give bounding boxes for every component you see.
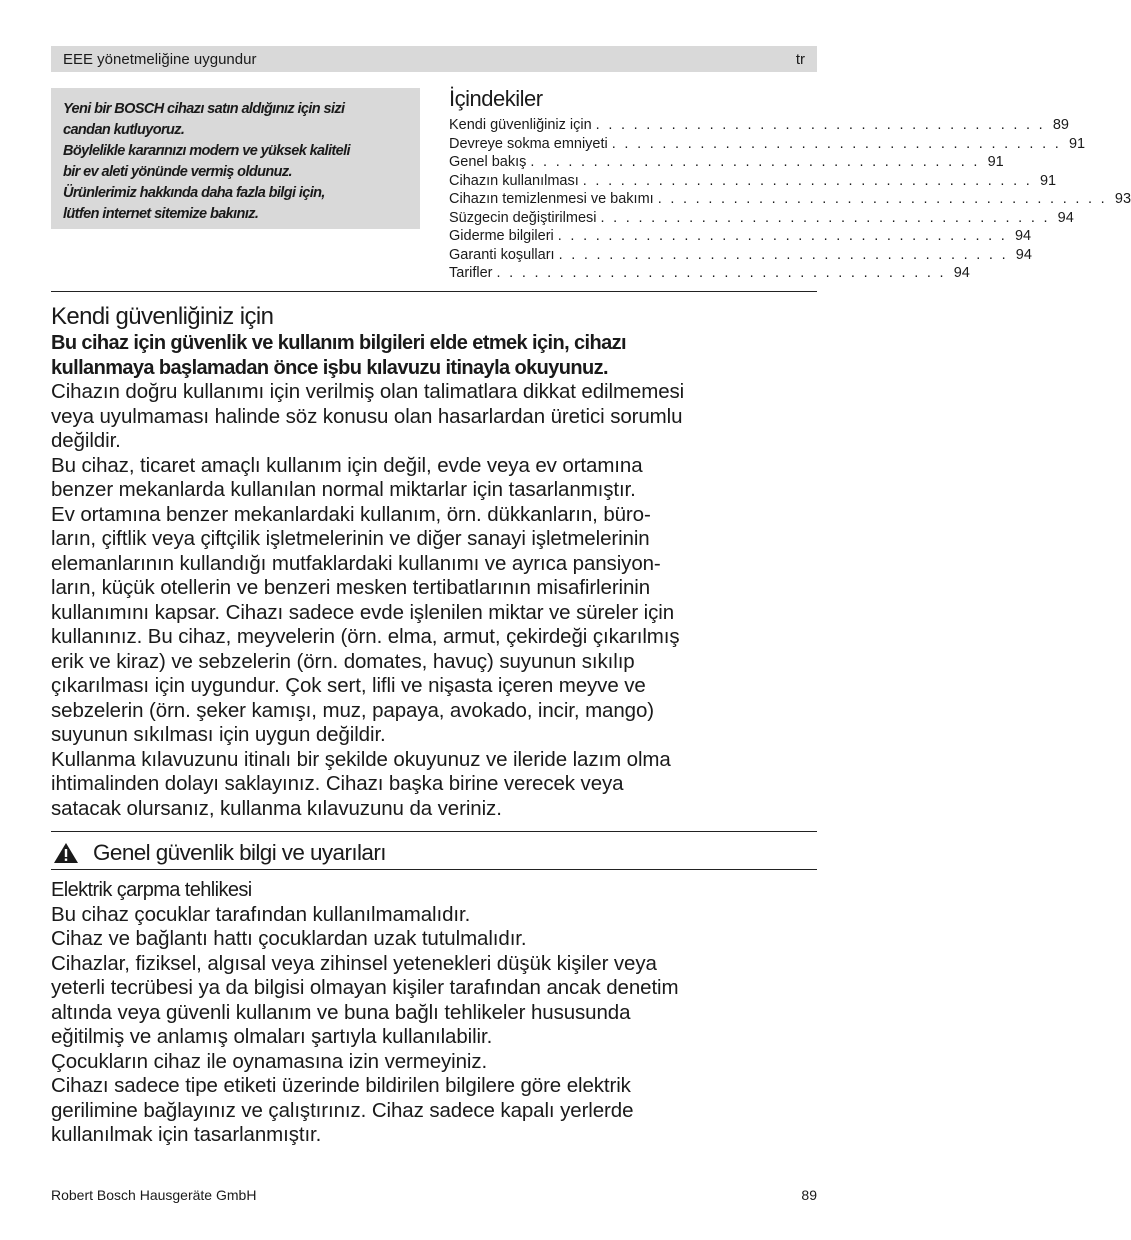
toc-leader-dots: . . . . . . . . . . . . . . . . . . . . . . . . . . . . . . . . . . . . <box>496 265 946 281</box>
toc-entry[interactable] <box>449 135 1086 154</box>
lead-line: Bu cihaz için güvenlik ve kullanım bilgileri elde etmek için, cihazı <box>51 332 626 354</box>
toc-entry-page: 94 <box>953 265 970 281</box>
body-line: Çocukların cihaz ile oynamasına izin vermeyiniz. <box>51 1049 488 1073</box>
toc-entry[interactable] <box>449 209 1074 228</box>
toc-entry[interactable] <box>449 227 1032 246</box>
section-divider <box>51 869 817 870</box>
body-line: değildir. <box>51 429 121 452</box>
body-line: veya uyulmaması halinde söz konusu olan hasarlardan üretici sorumlu <box>51 404 683 428</box>
body-line: yeterli tecrübesi ya da bilgisi olmayan kişiler tarafından ancak denetim <box>51 976 679 999</box>
body-line: çıkarılması için uygundur. Çok sert, lifli ve nişasta içeren meyve ve <box>51 674 646 697</box>
intro-box <box>51 88 420 229</box>
body-line: kullanılmak için tasarlanmıştır. <box>51 1123 322 1146</box>
intro-line: lütfen internet sitemize bakınız. <box>63 206 259 222</box>
toc-leader-dots: . . . . . . . . . . . . . . . . . . . . . . . . . . . . . . . . . . . . <box>582 172 1033 189</box>
subsection-title: Elektrik çarpma tehlikesi <box>51 879 252 901</box>
toc-entry[interactable] <box>449 153 1004 172</box>
toc-entry[interactable] <box>449 246 1032 265</box>
body-line: eğitilmiş ve anlamış olmaları şartıyla kullanılabilir. <box>51 1025 493 1048</box>
intro-line: Yeni bir BOSCH cihazı satın aldığınız için sizi <box>63 101 345 117</box>
section-divider <box>51 291 817 292</box>
header-title: EEE yönetmeliğine uygundur <box>63 50 257 68</box>
toc-leader-dots: . . . . . . . . . . . . . . . . . . . . . . . . . . . . . . . . . . . . <box>600 209 1050 226</box>
section-divider <box>51 831 817 832</box>
lead-paragraph <box>51 331 821 380</box>
toc-entry-page: 94 <box>1057 209 1074 226</box>
toc-entry-label: Cihazın kullanılması <box>449 172 579 189</box>
toc-entry[interactable] <box>449 116 1069 135</box>
body-line: elemanlarının kullandığı mutfaklardaki kullanımı ve ayrıca pansiyon- <box>51 551 661 575</box>
toc-entry-page: 94 <box>1014 228 1032 244</box>
toc-leader-dots: . . . . . . . . . . . . . . . . . . . . . . . . . . . . . . . . . . . . <box>595 117 1045 133</box>
body-line: Kullanma kılavuzunu itinalı bir şekilde okuyunuz ve ileride lazım olma <box>51 747 671 771</box>
body-line: Cihazın doğru kullanımı için verilmiş olan talimatlara dikkat edilmemesi <box>51 380 685 403</box>
intro-line: candan kutluyoruz. <box>63 122 185 138</box>
body-line: Cihazlar, fiziksel, algısal veya zihinsel yetenekleri düşük kişiler veya <box>51 951 657 975</box>
intro-line: bir ev aleti yönünde vermiş oldunuz. <box>63 164 292 180</box>
intro-line: Ürünlerimiz hakkında daha fazla bilgi için, <box>63 185 325 201</box>
toc-entry-label: Tarifler <box>449 265 493 281</box>
toc-entry-page: 91 <box>1068 135 1086 152</box>
toc-leader-dots: . . . . . . . . . . . . . . . . . . . . . . . . . . . . . . . . . . . . <box>530 154 980 170</box>
body-line: Bu cihaz çocuklar tarafından kullanılmamalıdır. <box>51 902 471 926</box>
toc-entry-label: Devreye sokma emniyeti <box>449 135 608 152</box>
body-line: benzer mekanlarda kullanılan normal miktarlar için tasarlanmıştır. <box>51 478 636 501</box>
section-title: Genel güvenlik bilgi ve uyarıları <box>93 840 386 865</box>
toc-entry-page: 91 <box>987 154 1004 170</box>
toc-entry-page: 94 <box>1015 246 1032 263</box>
toc-entry-label: Giderme bilgileri <box>449 228 554 244</box>
toc-leader-dots: . . . . . . . . . . . . . . . . . . . . . . . . . . . . . . . . . . . . <box>557 228 1008 244</box>
intro-line: Böylelikle kararınızı modern ve yüksek kaliteli <box>63 143 350 159</box>
footer-page-number: 89 <box>801 1187 817 1203</box>
body-line: Cihaz ve bağlantı hattı çocuklardan uzak tutulmalıdır. <box>51 927 527 950</box>
toc-entry[interactable] <box>449 190 1131 209</box>
body-line: ların, küçük otellerin ve benzeri mesken tertibatlarının misafirlerinin <box>51 576 651 599</box>
body-line: sebzelerin (örn. şeker kamışı, muz, papaya, avokado, incir, mango) <box>51 698 654 722</box>
body-line: suyunun sıkılması için uygun değildir. <box>51 723 386 746</box>
body-line: ların, çiftlik veya çiftçilik işletmelerinin ve diğer sanayi işletmelerinin <box>51 527 650 550</box>
toc-entry[interactable] <box>449 264 970 283</box>
body-line: Cihazı sadece tipe etiketi üzerinde bildirilen bilgilere göre elektrik <box>51 1074 631 1097</box>
body-line: kullanınız. Bu cihaz, meyvelerin (örn. elma, armut, çekirdeği çıkarılmış <box>51 625 680 648</box>
section-own-safety <box>51 303 821 821</box>
section-general-safety-heading <box>51 840 817 866</box>
section-general-safety <box>51 878 821 1148</box>
body-line: ihtimalinden dolayı saklayınız. Cihazı başka birine verecek veya <box>51 772 624 795</box>
warning-triangle-icon <box>53 841 79 865</box>
table-of-contents <box>449 86 1131 283</box>
body-paragraph <box>51 380 821 821</box>
body-line: satacak olursanız, kullanma kılavuzunu da veriniz. <box>51 796 502 820</box>
toc-title: İçindekiler <box>449 86 543 111</box>
body-line: kullanımını kapsar. Cihazı sadece evde işlenilen miktar ve süreler için <box>51 600 674 624</box>
toc-leader-dots: . . . . . . . . . . . . . . . . . . . . . . . . . . . . . . . . . . . . <box>558 246 1008 263</box>
toc-entry[interactable] <box>449 172 1057 191</box>
toc-entry-label: Garanti koşulları <box>449 246 555 263</box>
toc-leader-dots: . . . . . . . . . . . . . . . . . . . . . . . . . . . . . . . . . . . . <box>657 191 1108 207</box>
toc-entry-label: Kendi güvenliğiniz için <box>449 117 592 133</box>
body-paragraph <box>51 903 821 1148</box>
toc-entry-label: Süzgecin değiştirilmesi <box>449 209 597 226</box>
section-title: Kendi güvenliğiniz için <box>51 303 274 330</box>
toc-entry-page: 93 <box>1114 191 1131 207</box>
toc-entry-label: Genel bakış <box>449 154 527 170</box>
header-language: tr <box>795 50 805 68</box>
body-line: gerilimine bağlayınız ve çalıştırınız. Cihaz sadece kapalı yerlerde <box>51 1098 634 1122</box>
footer-company: Robert Bosch Hausgeräte GmbH <box>51 1187 257 1203</box>
body-line: erik ve kiraz) ve sebzelerin (örn. domates, havuç) suyunun sıkılıp <box>51 649 635 673</box>
lead-line: kullanmaya başlamadan önce işbu kılavuzu itinayla okuyunuz. <box>51 356 609 379</box>
toc-entry-label: Cihazın temizlenmesi ve bakımı <box>449 191 654 207</box>
body-line: Bu cihaz, ticaret amaçlı kullanım için değil, evde veya ev ortamına <box>51 453 643 477</box>
header-bar <box>51 46 817 72</box>
page-footer <box>51 1187 817 1203</box>
toc-entry-page: 89 <box>1052 117 1069 133</box>
body-line: Ev ortamına benzer mekanlardaki kullanım, örn. dükkanların, büro- <box>51 502 651 526</box>
toc-leader-dots: . . . . . . . . . . . . . . . . . . . . . . . . . . . . . . . . . . . . <box>611 135 1062 152</box>
body-line: altında veya güvenli kullanım ve buna bağlı tehlikeler hususunda <box>51 1000 631 1024</box>
toc-entry-page: 91 <box>1039 172 1057 189</box>
